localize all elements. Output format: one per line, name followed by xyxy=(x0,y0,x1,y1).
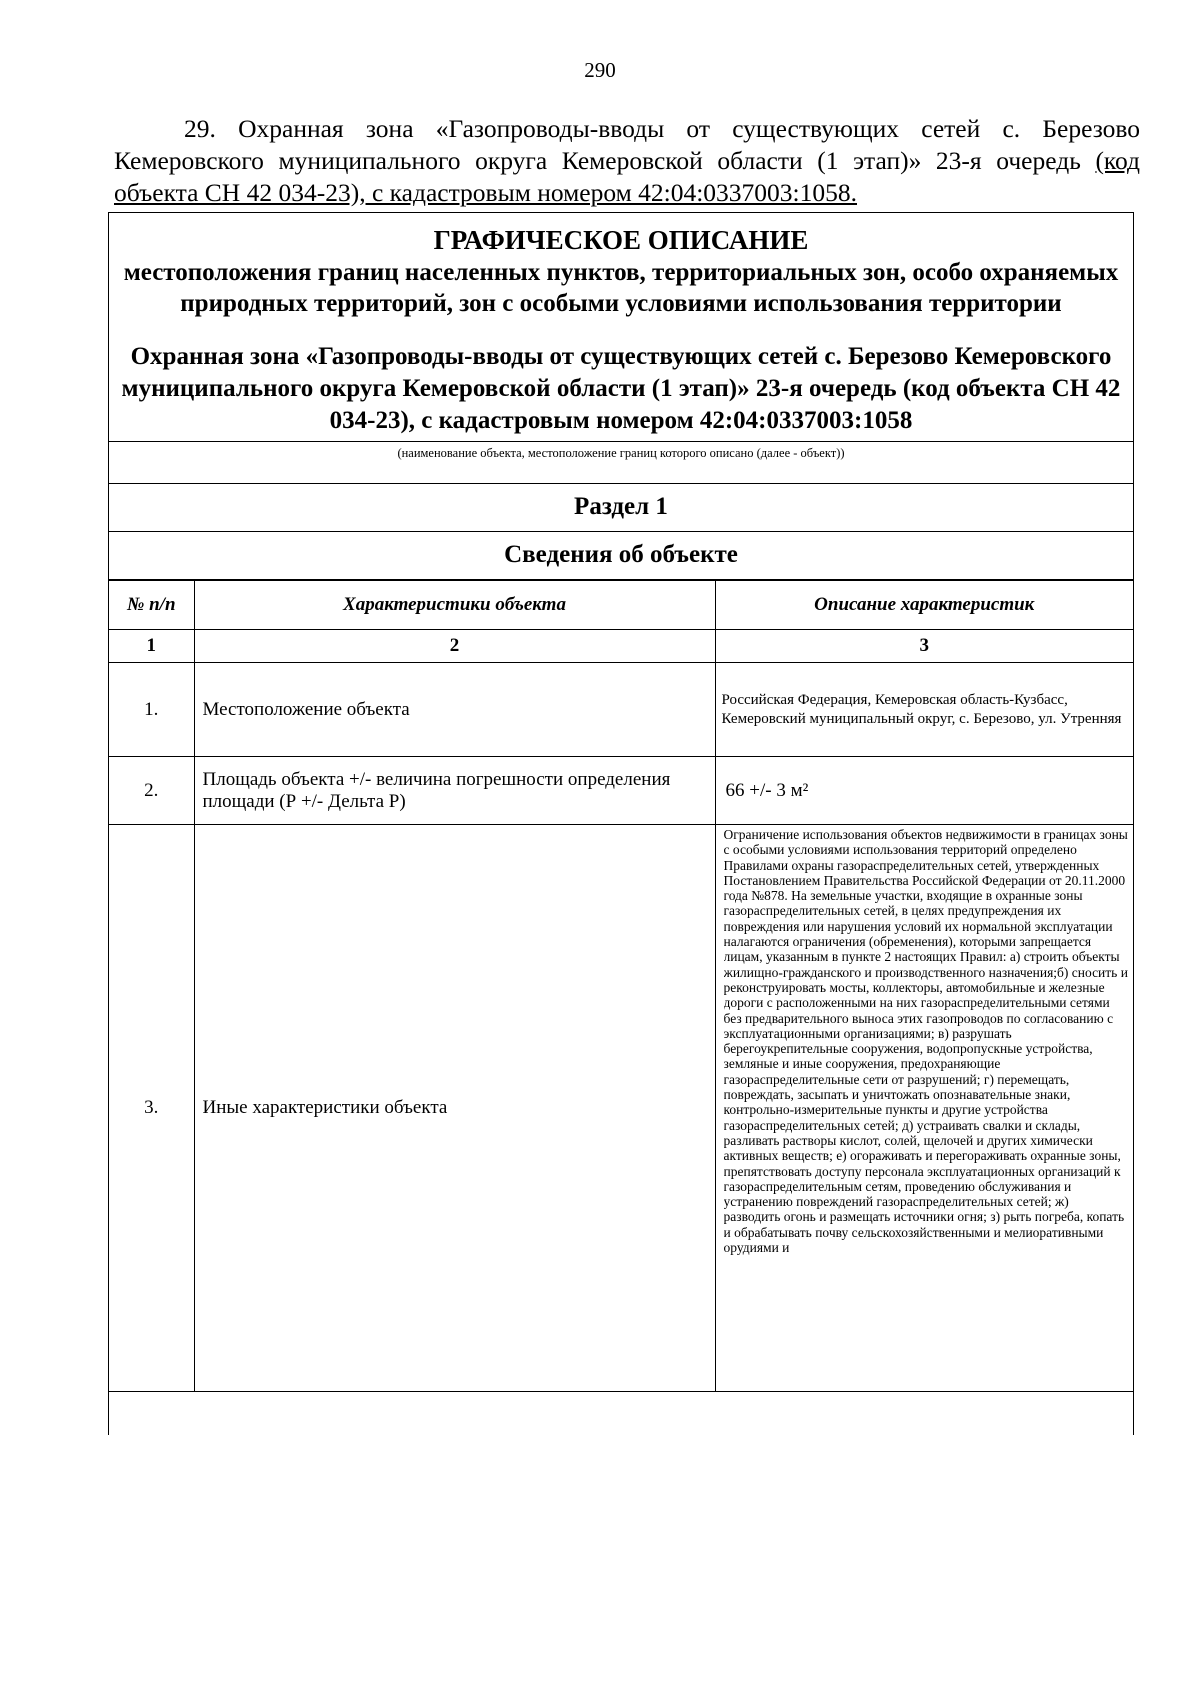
page-number: 290 xyxy=(584,58,616,82)
table-row xyxy=(109,757,1133,825)
row-description: 66 +/- 3 м² xyxy=(715,757,1133,825)
column-header-characteristic: Характеристики объекта xyxy=(194,581,715,630)
document-title: ГРАФИЧЕСКОЕ ОПИСАНИЕ xyxy=(433,225,809,255)
column-number: 1 xyxy=(109,630,194,663)
row-number: 2. xyxy=(109,757,194,825)
object-caption: (наименование объекта, местоположение границ которого описано (далее - объект)) xyxy=(109,442,1133,484)
form-header xyxy=(109,213,1133,442)
table-header-row xyxy=(109,581,1133,630)
document-subtitle: местоположения границ населенных пунктов, территориальных зон, особо охраняемых природных территорий, зон с особыми условиями использования территории xyxy=(123,259,1119,317)
column-number: 3 xyxy=(715,630,1133,663)
column-numbers-row xyxy=(109,630,1133,663)
intro-paragraph xyxy=(114,113,1140,209)
intro-line-2: Кемеровского муниципального округа Кемеровской области (1 этап)» 23-я очередь xyxy=(114,146,1081,175)
column-header-description: Описание характеристик xyxy=(715,581,1133,630)
row-number: 3. xyxy=(109,825,194,1392)
table-row xyxy=(109,663,1133,757)
row-description-cell xyxy=(715,825,1133,1392)
row-characteristic: Площадь объекта +/- величина погрешности определения площади (Р +/- Дельта Р) xyxy=(194,757,715,825)
object-name: Охранная зона «Газопроводы-вводы от существующих сетей с. Березово Кемеровского муниципального округа Кемеровской области (1 этап)» 23-я очередь (код объекта СН 42 034-23), с кадастровым номером 42:04:0337003:1058 xyxy=(121,343,1121,434)
row-description: Российская Федерация, Кемеровская область-Кузбасс, Кемеровский муниципальный округ, с. Березово, ул. Утренняя xyxy=(715,663,1133,757)
object-info-table xyxy=(109,580,1133,1392)
section-label: Раздел 1 xyxy=(109,484,1133,532)
intro-line-1: 29. Охранная зона «Газопроводы-вводы от существующих сетей с. Березово xyxy=(184,114,1140,143)
row-characteristic: Местоположение объекта xyxy=(194,663,715,757)
graphic-description-form xyxy=(108,212,1134,1435)
row-description: Ограничение использования объектов недвижимости в границах зоны с особыми условиями использования территорий определено Правилами охраны газораспределительных сетей, утвержденных Постановлением Правительства Российской Федерации от 20.11.2000 года №878. На земельные участки, входящие в охранные зоны газораспределительных сетей, в целях предупреждения их повреждения или нарушения условий их нормальной эксплуатации налагаются ограничения (обременения), которыми запрещается лицам, указанным в пункте 2 настоящих Правил: а) строить объекты жилищно-гражданского и производственного назначения;б) сносить и реконструировать мосты, коллекторы, автомобильные и железные дороги с расположенными на них газораспределительными сетями без предварительного выноса этих газопроводов по согласованию с эксплуатационными организациями; в) разрушать берегоукрепительные сооружения, водопропускные устройства, земляные и иные сооружения, предохраняющие газораспределительные сети от разрушений; г) перемещать, повреждать, засыпать и уничтожать опознавательные знаки, контрольно-измерительные пункты и другие устройства газораспределительных сетей; д) устраивать свалки и склады, разливать растворы кислот, солей, щелочей и других химически активных веществ; е) огораживать и перегораживать охранные зоны, препятствовать доступу персонала эксплуатационных организаций к газораспределительным сетям, проведению обслуживания и устранению повреждений газораспределительных сетей; ж) разводить огонь и размещать источники огня; з) рыть погреба, копать и обрабатывать почву сельскохозяйственными и мелиоративными орудиями и xyxy=(723,827,1128,1256)
column-number: 2 xyxy=(194,630,715,663)
table-row xyxy=(109,825,1133,1392)
column-header-number: № п/п xyxy=(109,581,194,630)
row-characteristic: Иные характеристики объекта xyxy=(194,825,715,1392)
intro-line-3: (код объекта СН 42 034-23), с кадастровым номером 42:04:0337003:1058. xyxy=(114,146,1141,207)
section-title: Сведения об объекте xyxy=(109,532,1133,580)
row-number: 1. xyxy=(109,663,194,757)
